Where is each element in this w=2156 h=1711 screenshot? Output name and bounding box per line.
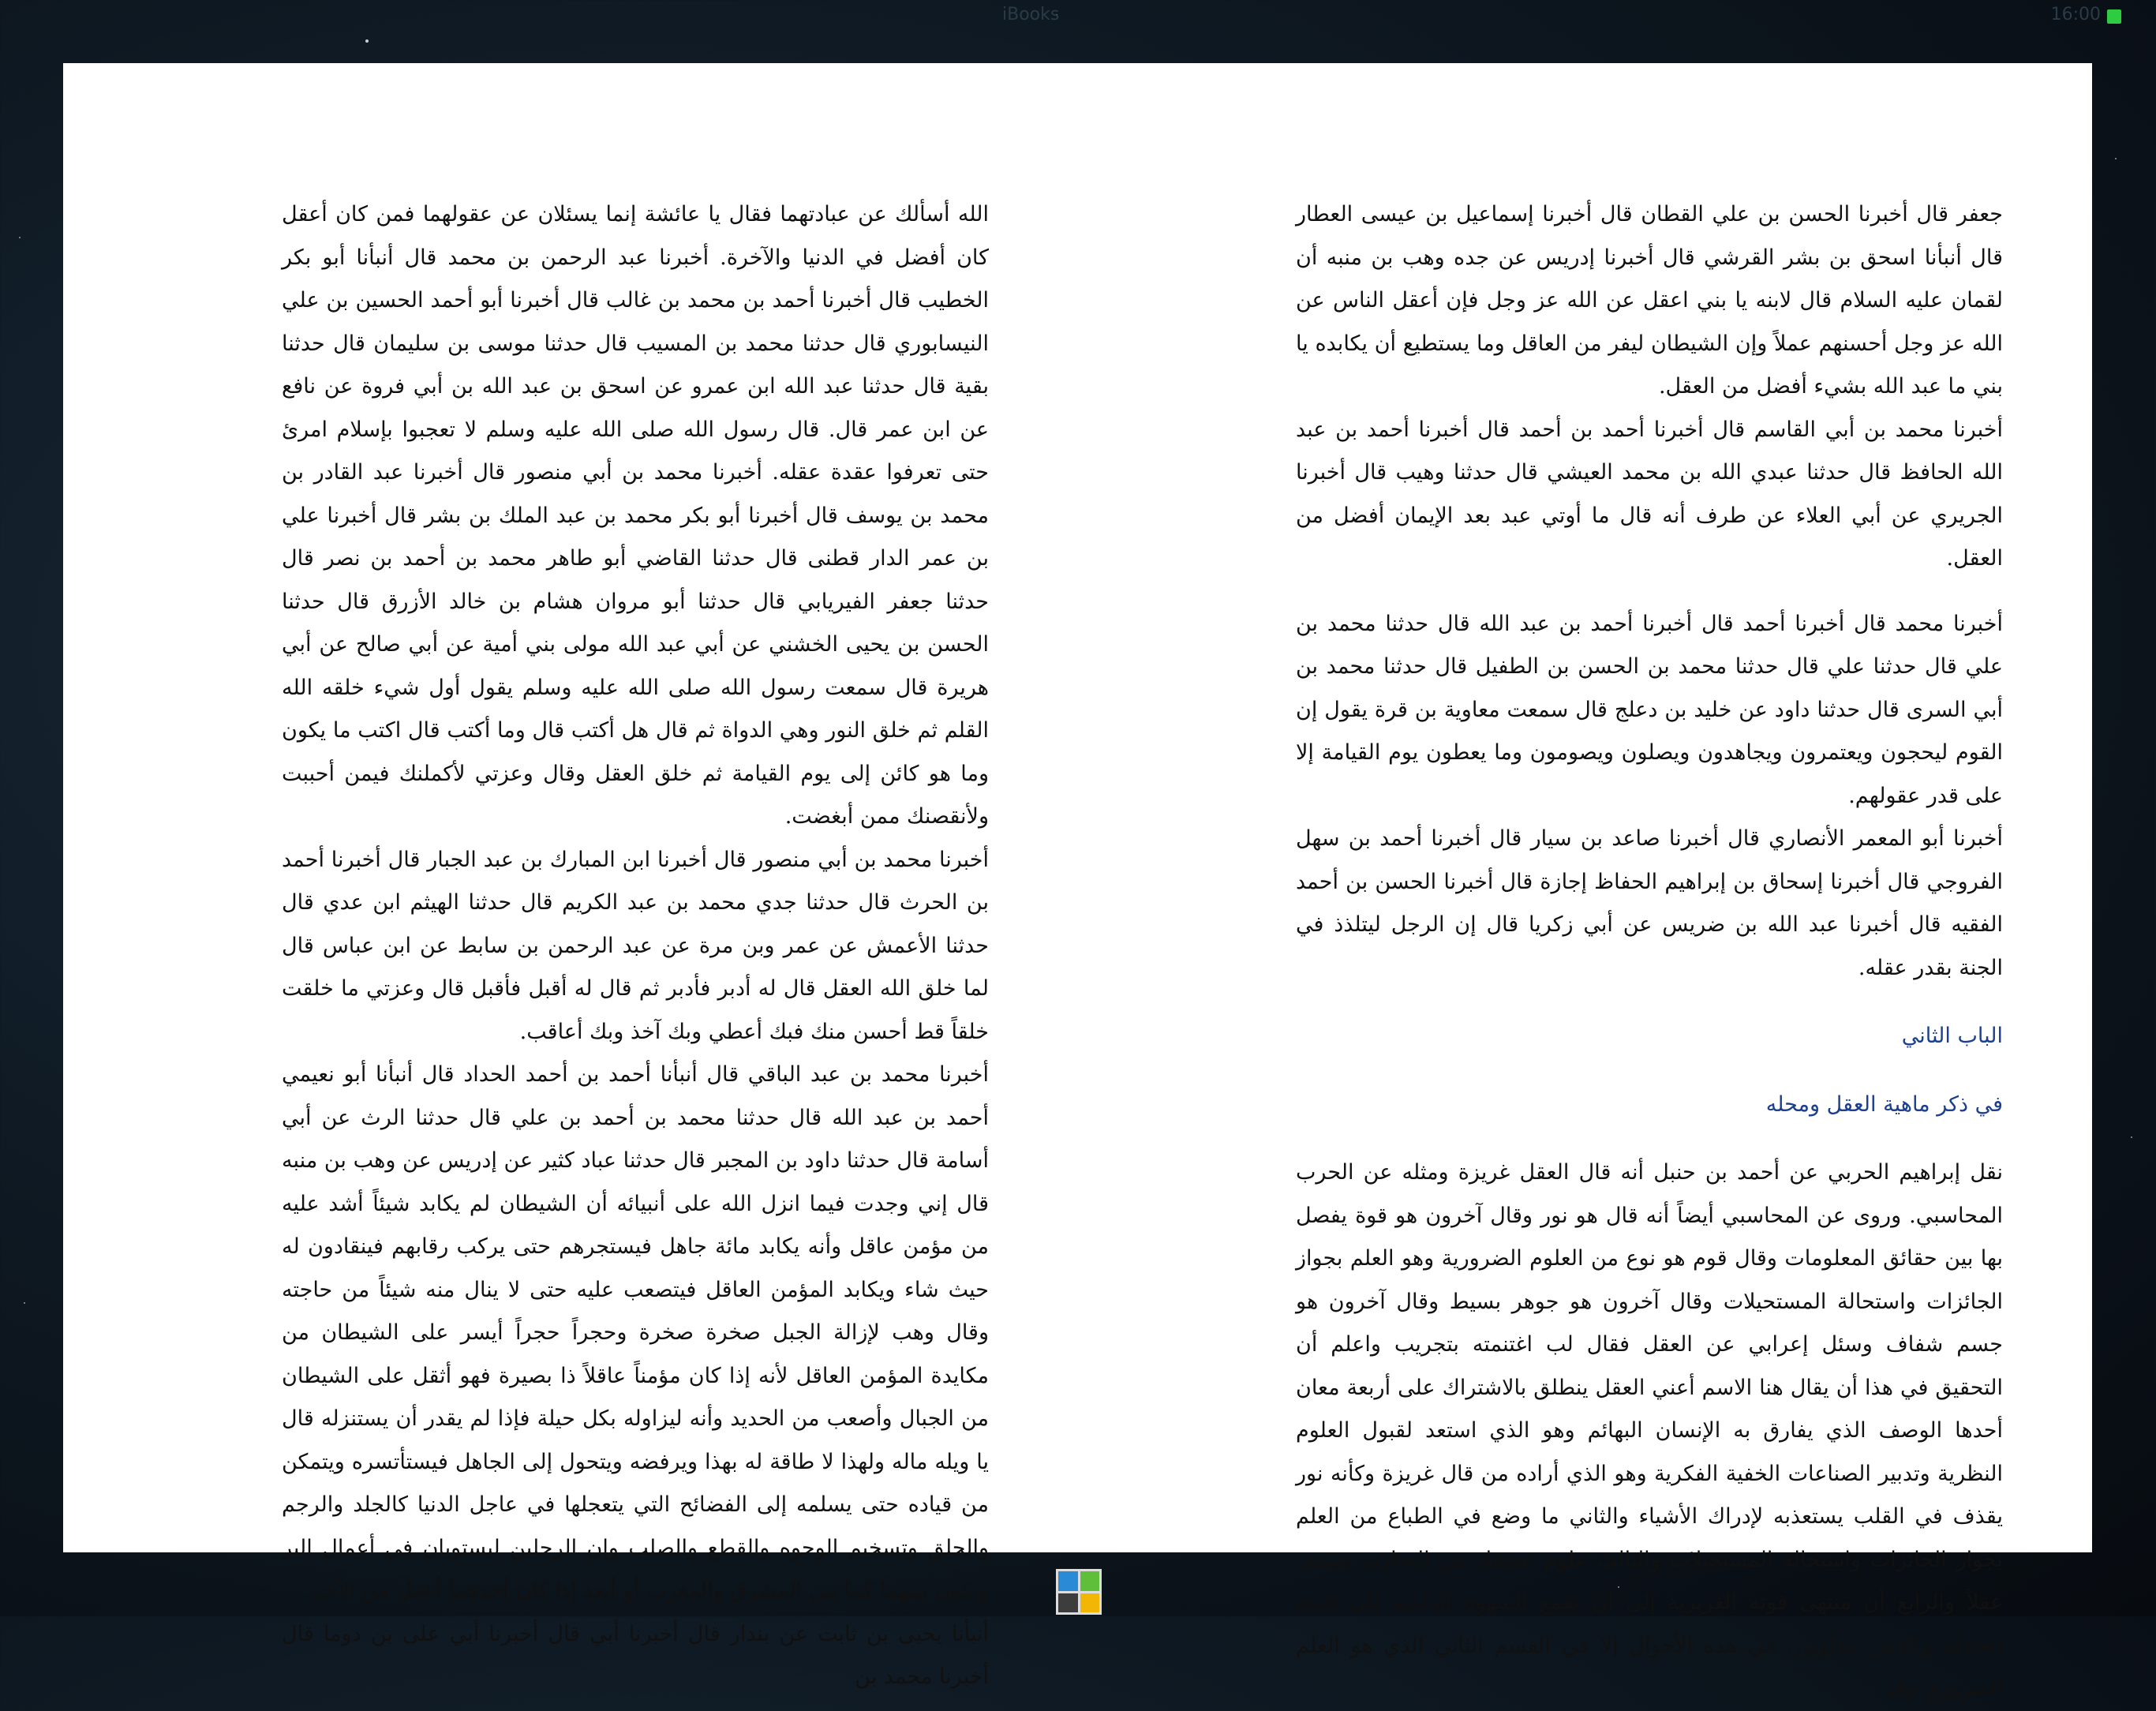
star	[2131, 1136, 2132, 1138]
star	[19, 237, 21, 238]
chapter-title: الباب الثاني	[1901, 1024, 2003, 1048]
paragraph: أخبرنا محمد قال أخبرنا أحمد قال أخبرنا أحمد بن عبد الله قال حدثنا محمد بن علي قال حدثنا علي قال حدثنا محمد بن الحسن بن الطفيل قال حدثنا محمد بن أبي السرى قال حدثنا داود عن خليد بن دعلج قال سمعت معاوية بن قرة يقول إن القوم ليحجون ويعتمرون ويجاهدون ويصلون ويصومون وما يعطون يوم القيامة إلا على قدر عقولهم.	[1296, 611, 2003, 808]
star	[24, 1302, 25, 1304]
battery-icon	[2107, 9, 2121, 24]
star	[2115, 158, 2117, 159]
clock: 16:00	[2050, 5, 2101, 24]
paragraph: نقل إبراهيم الحربي عن أحمد بن حنبل أنه قال العقل غريزة ومثله عن الحرب المحاسبي. وروى عن المحاسبي أيضاً أنه قال هو نور وقال آخرون هو قوة يفصل بها بين حقائق المعلومات وقال قوم هو نوع من العلوم الضرورية وهو العلم بجواز الجائزات واستحالة المستحيلات وقال آخرون هو جوهر بسيط وقال آخرون هو جسم شفاف وسئل إعرابي عن العقل فقال لب اغتنمته بتجريب واعلم أن التحقيق في هذا أن يقال هنا الاسم أعني العقل ينطلق بالاشتراك على أربعة معان أحدها الوصف الذي يفارق به الإنسان البهائم وهو الذي استعد لقبول العلوم النظرية وتدبير الصناعات الخفية الفكرية وهو الذي أراده من قال غريزة وكأنه نور يقذف في القلب يستعذبه لإدراك الأشياء والثاني ما وضع في الطباع من العلم بجواز الجائزات واستحالة المستحيلات والثالث علوم تستفاد من التجارب تسمى عقلاً والرابع أن منتهى قوته الغريزية إلى أن نقمع الشهوة الداعية إلى اللذة العاجلة والناس يتفاوتون في هذه الأحوال إلا في القسم الثاني الذي هو العلم الضروري وقد	[1296, 1160, 2003, 1701]
chapter-subtitle: في ذكر ماهية العقل ومحله	[1765, 1091, 2003, 1117]
paragraph: أخبرنا محمد بن أبي القاسم قال أخبرنا أحمد بن أحمد قال أخبرنا أحمد بن عبد الله الحافظ قال حدثنا عبدي الله بن محمد العيشي قال حدثنا وهيب قال أخبرنا الجريري عن أبي العلاء عن طرف أنه قال ما أوتي عبد بعد الإيمان أفضل من العقل.	[1296, 417, 2003, 571]
dock	[1056, 1569, 1102, 1615]
star	[365, 39, 369, 43]
book-spread[interactable]	[63, 63, 2092, 1701]
paragraph: أخبرنا أبو المعمر الأنصاري قال أخبرنا صاعد بن سيار قال أخبرنا أحمد بن سهل الفروجي قال أخبرنا إسحاق بن إبراهيم الحفاظ إجازة قال أخبرنا الحسن بن أحمد الفقيه قال أخبرنا عبد الله بن ضريس عن أبي زكريا قال إن الرجل ليتلذذ في الجنة بقدر عقله.	[1296, 826, 2003, 980]
app-icon[interactable]	[1056, 1569, 1102, 1615]
paragraph: أنبأنا يحيى بن ثابت عن بندار قال أخبرنا أبي قال أخبرنا أبي على بن دوما قال أخبرنا محمد بن	[282, 1621, 989, 1689]
paragraph: أخبرنا محمد بن عبد الباقي قال أنبأنا أحمد بن أحمد الحداد قال أنبأنا أبو نعيمي أحمد بن عبد الله قال حدثنا محمد بن أحمد بن علي قال حدثنا الرث عن أبي أسامة قال حدثنا داود بن المجبر قال حدثنا عباد كثير عن إدريس عن وهب بن منبه قال إني وجدت فيما انزل الله على أنبيائه أن الشيطان لم يكابد شيئاً أشد عليه من مؤمن عاقل وأنه يكابد مائة جاهل فيستجرهم حتى يركب رقابهم فينقادون له حيث شاء ويكابد المؤمن العاقل فيتصعب عليه حتى لا ينال منه شيئاً من حاجته وقال وهب لإزالة الجبل صخرة صخرة وحجراً حجراً أيسر على الشيطان من مكايدة المؤمن العاقل لأنه إذا كان مؤمناً عاقلاً ذا بصيرة فهو أثقل على الشيطان من الجبال وأصعب من الحديد وأنه ليزاوله بكل حيلة فإذا لم يقدر أن يستنزله قال يا ويله ماله ولهذا لا طاقة له بهذا ويرفضه ويتحول إلى الجاهل فيستأتسره ويتمكن من قياده حتى يسلمه إلى الفضائح التي يتعجلها في عاجل الدنيا كالجلد والرجم والحلق وتسخيم الوجوه والقطع والصلب وإن الرجلين ليستويان في أعمال البر ويكون بينهما كما بين المشرق والمغرب أو أبعد إذا كان أحدهما أعقل من الآخر.	[282, 1062, 989, 1603]
paragraph: جعفر قال أخبرنا الحسن بن علي القطان قال أخبرنا إسماعيل بن عيسى العطار قال أنبأنا اسحق بن بشر القرشي قال أخبرنا إدريس عن جده وهب بن منبه أن لقمان عليه السلام قال لابنه يا بني اعقل عن الله عز وجل فإن أعقل الناس عن الله عز وجل أحسنهم عملاً وإن الشيطان ليفر من العاقل وما يستطيع أن يكابده يا بني ما عبد الله بشيء أفضل من العقل.	[1296, 202, 2003, 399]
paragraph: أخبرنا محمد بن أبي منصور قال أخبرنا ابن المبارك بن عبد الجبار قال أخبرنا أحمد بن الحرث قال حدثنا جدي محمد بن عبد الكريم قال حدثنا الهيثم ابن عدي قال حدثنا الأعمش عن عمر وبن مرة عن عبد الرحمن بن سابط عن ابن عباس قال لما خلق الله العقل قال له أدبر فأدبر ثم قال له أقبل فأقبل قال وعزتي ما خلقت خلقاً قط أحسن منك فبك أعطي وبك آخذ وبك أعاقب.	[282, 847, 989, 1044]
right-page[interactable]	[1296, 193, 2003, 1711]
paragraph: الله أسألك عن عبادتهما فقال يا عائشة إنما يسئلان عن عقولهما فمن كان أعقل كان أفضل في الدنيا والآخرة. أخبرنا عبد الرحمن بن محمد قال أنبأنا أبو بكر الخطيب قال أخبرنا أحمد بن محمد بن غالب قال أخبرنا أبو أحمد الحسين بن علي النيسابوري قال حدثنا محمد بن المسيب قال حدثنا موسى بن سليمان قال حدثنا بقية قال حدثنا عبد الله ابن عمرو عن اسحق بن عبد الله بن أبي فروة عن نافع عن ابن عمر قال. قال رسول الله صلى الله عليه وسلم لا تعجبوا بإسلام امرئ حتى تعرفوا عقدة عقله. أخبرنا محمد بن أبي منصور قال أخبرنا عبد القادر بن محمد بن يوسف قال أخبرنا أبو بكر محمد بن عبد الملك بن بشر قال أخبرنا علي بن عمر الدار قطنى قال حدثنا القاضي أبو طاهر محمد بن أحمد بن نصر قال حدثنا جعفر الفيريابي قال حدثنا أبو مروان هشام بن خالد الأزرق قال حدثنا الحسن بن يحيى الخشني عن أبي عبد الله مولى بني أمية عن أبي صالح عن أبي هريرة قال سمعت رسول الله صلى الله عليه وسلم يقول أول شيء خلقه الله القلم ثم خلق النور وهي الدواة ثم قال هل أكتب قال وما أكتب قال اكتب ما يكون وما هو كائن إلى يوم القيامة ثم خلق العقل وقال وعزتي لأكملنك فيمن أحببت ولأنقصنك ممن أبغضت.	[282, 202, 989, 829]
left-page[interactable]	[282, 193, 989, 1699]
status-bar	[0, 0, 2156, 32]
app-title: iBooks	[1002, 5, 1060, 24]
